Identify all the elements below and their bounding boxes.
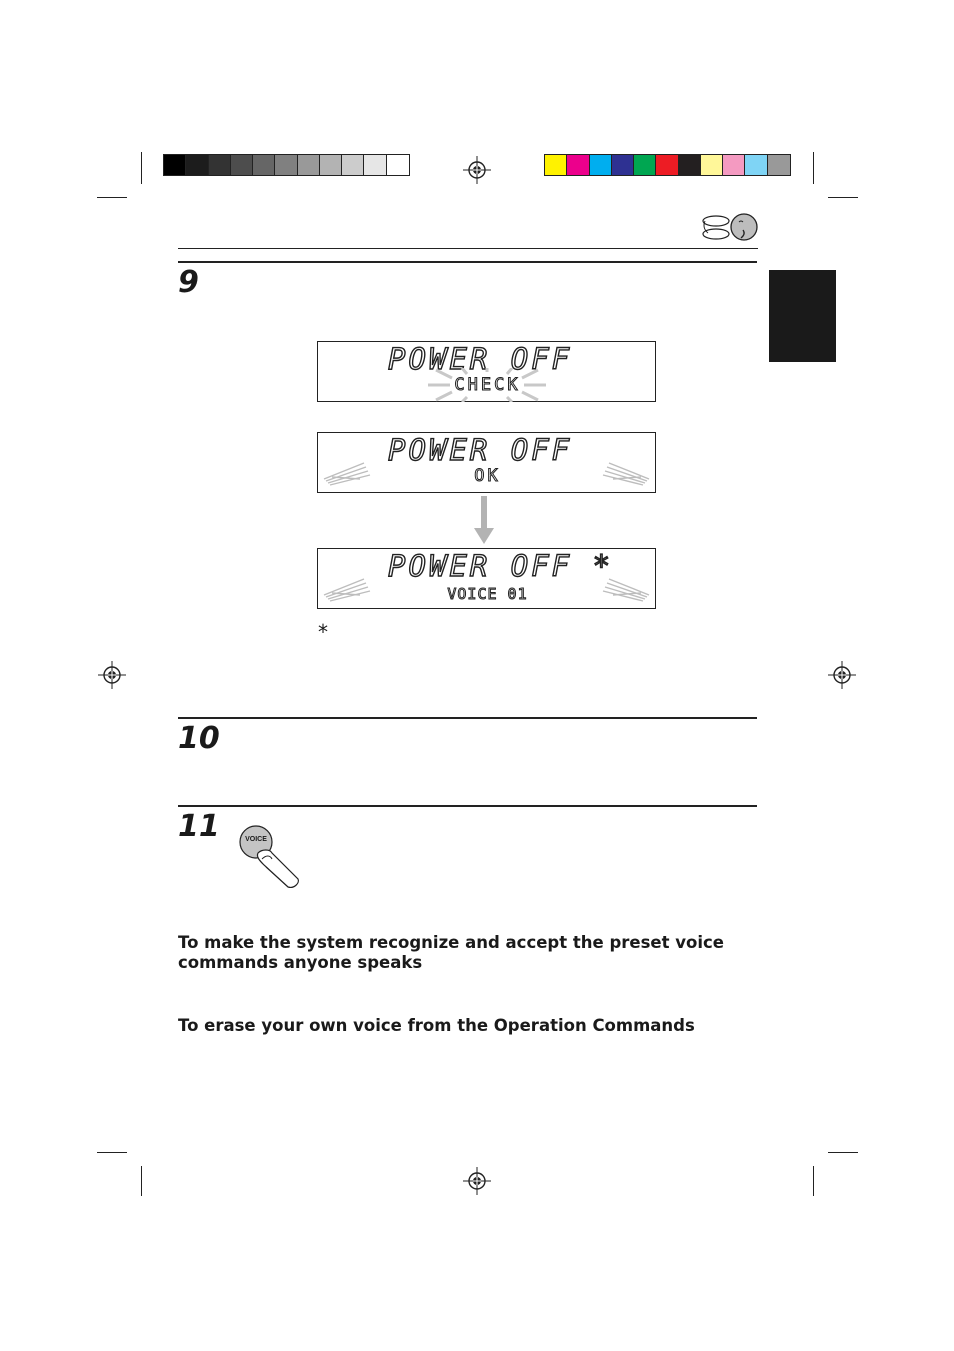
color-swatch xyxy=(590,155,612,175)
color-swatch xyxy=(298,155,320,175)
color-swatch xyxy=(275,155,297,175)
section-tab xyxy=(769,270,836,362)
registration-mark-right xyxy=(828,661,856,689)
step-rule xyxy=(178,261,757,263)
color-swatch xyxy=(545,155,567,175)
lcd-display xyxy=(317,548,656,609)
lcd-display xyxy=(317,432,656,493)
color-swatch xyxy=(634,155,656,175)
display-main-text: POWER OFF xyxy=(388,342,573,376)
color-swatch xyxy=(387,155,409,175)
color-swatch xyxy=(723,155,745,175)
down-arrow-icon xyxy=(474,496,494,546)
display-main-text: POWER OFF * xyxy=(388,549,614,583)
color-swatch xyxy=(209,155,231,175)
footnote-mark: * xyxy=(318,620,328,644)
color-swatch xyxy=(679,155,701,175)
crop-mark xyxy=(141,1166,142,1196)
step-number: 10 xyxy=(178,721,220,756)
color-swatch xyxy=(745,155,767,175)
step-number: 11 xyxy=(178,809,220,844)
voice-button-illustration xyxy=(236,823,302,891)
display-sub-text: OK xyxy=(474,466,501,486)
color-swatch xyxy=(186,155,208,175)
display-main-text: POWER OFF xyxy=(388,433,573,467)
display-sub-text: VOICE 01 xyxy=(447,585,528,603)
finger-press-icon xyxy=(236,823,302,891)
color-swatch xyxy=(342,155,364,175)
crop-mark xyxy=(97,197,127,198)
step-number: 9 xyxy=(178,265,199,300)
color-swatch xyxy=(567,155,589,175)
crop-mark xyxy=(813,1166,814,1196)
section-heading: To make the system recognize and accept the preset voice commands anyone speaks xyxy=(178,933,724,972)
color-swatch xyxy=(656,155,678,175)
step-rule xyxy=(178,717,757,719)
lcd-display xyxy=(317,341,656,402)
color-swatch xyxy=(612,155,634,175)
color-calibration-bar xyxy=(544,154,791,176)
color-swatch xyxy=(253,155,275,175)
voice-face-icon xyxy=(699,212,761,244)
color-swatch xyxy=(364,155,386,175)
step-rule xyxy=(178,805,757,807)
color-swatch xyxy=(231,155,253,175)
voice-button-label: VOICE xyxy=(245,836,267,843)
crop-mark xyxy=(828,1152,858,1153)
crop-mark xyxy=(97,1152,127,1153)
crop-mark xyxy=(813,152,814,184)
registration-mark-left xyxy=(98,661,126,689)
section-heading: To erase your own voice from the Operation Commands xyxy=(178,1016,695,1035)
color-swatch xyxy=(768,155,790,175)
color-swatch xyxy=(701,155,723,175)
gray-calibration-bar xyxy=(163,154,410,176)
registration-mark-bottom xyxy=(463,1167,491,1195)
header-rule xyxy=(178,248,758,249)
display-sub-text: CHECK xyxy=(454,375,521,395)
crop-mark xyxy=(828,197,858,198)
color-swatch xyxy=(320,155,342,175)
crop-mark xyxy=(141,152,142,184)
registration-mark-top xyxy=(463,156,491,184)
color-swatch xyxy=(164,155,186,175)
